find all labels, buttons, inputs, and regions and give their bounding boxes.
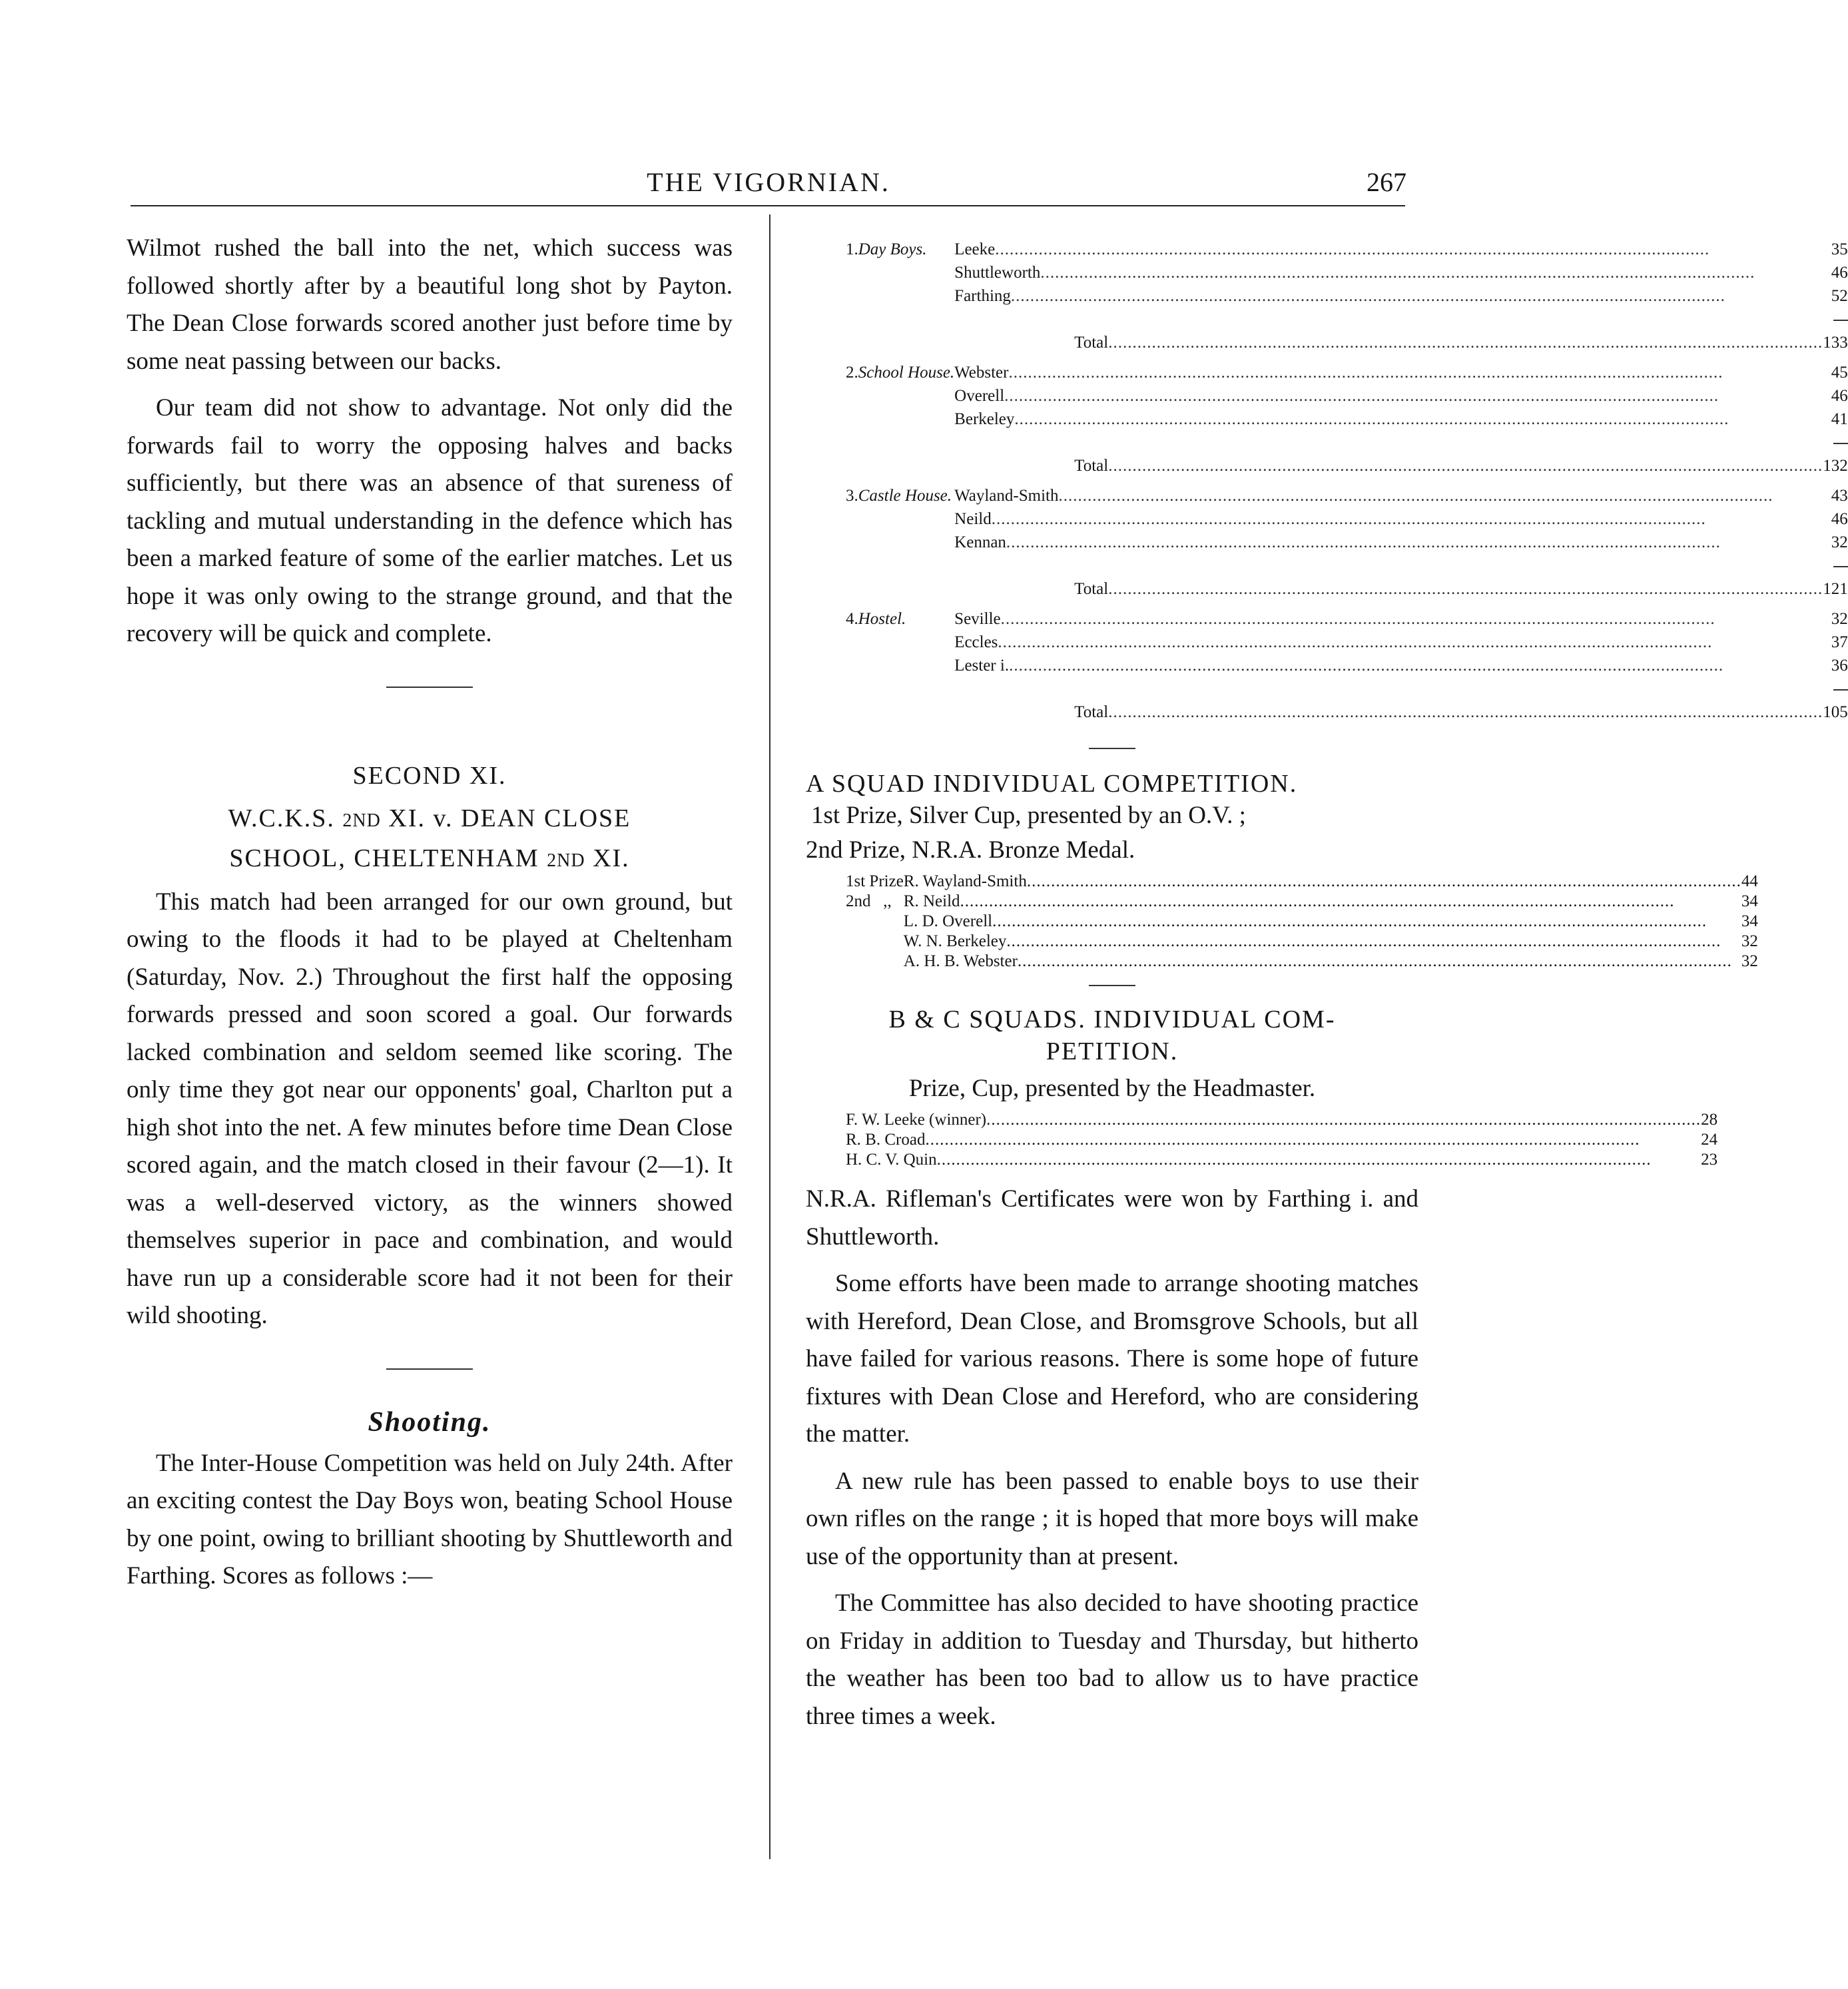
shooter [954, 261, 1823, 284]
column-divider [769, 214, 770, 1859]
shooter-name: Eccles [954, 633, 998, 651]
prize-row [846, 872, 1758, 892]
second-xi-heading: SECOND XI. [352, 761, 507, 790]
shooter [954, 284, 1823, 308]
prize-score: 23 [1701, 1151, 1718, 1169]
match-heading-part: 2ND [547, 850, 585, 871]
shooter-score: 32 [1831, 610, 1848, 628]
prize-tag [846, 932, 904, 952]
row-gap [846, 477, 1848, 484]
house-number [846, 507, 858, 531]
shooter [954, 531, 1823, 554]
prize-score: 32 [1741, 952, 1758, 970]
prize-score: 24 [1701, 1131, 1718, 1149]
scores-table [846, 238, 1848, 730]
score-row [846, 408, 1848, 431]
total-label: Total [1074, 457, 1109, 475]
house-name: School House. [858, 364, 955, 382]
shooting-heading: Shooting. [368, 1406, 491, 1438]
shooter-score: 46 [1831, 387, 1848, 405]
shooter [954, 384, 1823, 408]
bc-heading-line: B & C SQUADS. INDIVIDUAL COM- [888, 1005, 1336, 1033]
house-name [858, 531, 954, 554]
shooter-score: 46 [1831, 510, 1848, 528]
house-total: 105 [1823, 703, 1848, 721]
prize-tag: 2nd ,, [846, 892, 892, 910]
a-squad-prize-line: 2nd Prize, N.R.A. Bronze Medal. [806, 836, 1135, 864]
prize-winner [846, 1150, 1701, 1170]
house-number [846, 261, 858, 284]
shooter [954, 654, 1823, 677]
prize-row [846, 1110, 1717, 1130]
shooter-score: 43 [1831, 487, 1848, 505]
paragraph: N.R.A. Rifleman's Certificates were won by Farthing i. and Shuttleworth. [806, 1185, 1418, 1251]
a-squad-prize-line: 1st Prize, Silver Cup, presented by an O.V. ; [811, 802, 1246, 829]
score-row [846, 607, 1848, 631]
paragraph: This match had been arranged for our own ground, but owing to the floods it had to be played at Cheltenham (Saturday, Nov. 2.) Throughout the first half the opposing forwards pressed and soon scored a goal. Our forwards lacked combination and seldom seemed like scoring. The only time they got near our opponents' goal, Charlton put a high shot into the net. A few minutes before time Dean Close scored again, and the match closed in their favour (2—1). It was a well-deserved victory, as the winners showed themselves superior in pace and combination, and would have run up a considerable score had it not been for their wild shooting. [127, 888, 733, 1329]
prize-row [846, 1130, 1717, 1150]
prize-row [846, 892, 1758, 912]
left-column [127, 230, 733, 1595]
prize-score: 34 [1741, 892, 1758, 910]
prize-winner-name: R. Wayland-Smith [903, 872, 1027, 890]
paragraph: Wilmot rushed the ball into the net, which success was followed shortly after by a beautiful long shot by Payton. The Dean Close forwards scored another just before time by some neat passing between our backs. [127, 234, 733, 375]
house-number [846, 531, 858, 554]
prize-row [846, 1150, 1717, 1170]
a-squad-heading: A SQUAD INDIVIDUAL COMPETITION. [806, 770, 1298, 798]
prize-winner-name: F. W. Leeke (winner) [846, 1111, 987, 1129]
shooter-name: Berkeley [954, 410, 1015, 428]
match-heading [127, 800, 733, 880]
shooter-name: Leeke [954, 240, 996, 258]
shooter-score: 36 [1831, 657, 1848, 675]
page-header [131, 166, 1406, 206]
score-row [846, 654, 1848, 677]
sum-rule-row [846, 554, 1848, 577]
shooter-name: Kennan [954, 533, 1006, 551]
bc-squads-table [846, 1110, 1717, 1170]
paragraph: The Inter-House Competition was held on July 24th. After an exciting contest the Day Boys won, beating School House by one point, owing to brilliant shooting by Shuttleworth and Farthing. Scores as follows :— [127, 1449, 733, 1589]
score-row [846, 484, 1848, 507]
house-name: Hostel. [858, 610, 906, 628]
bc-prize-line: Prize, Cup, presented by the Headmaster. [908, 1075, 1316, 1102]
shooter-score: 37 [1831, 633, 1848, 651]
shooter-score: 45 [1831, 364, 1848, 382]
prize-winner-name: W. N. Berkeley [903, 932, 1007, 950]
shooter [954, 238, 1823, 261]
total-cell [954, 577, 1823, 601]
match-heading-part: XI. [593, 844, 630, 872]
shooter-name: Lester i. [954, 657, 1010, 675]
prize-row [846, 912, 1758, 932]
shooter-score: 46 [1831, 264, 1848, 282]
prize-winner-name: R. B. Croad [846, 1131, 926, 1149]
page-number: 267 [1367, 167, 1406, 197]
prize-score: 32 [1741, 932, 1758, 950]
shooter-name: Wayland-Smith [954, 487, 1059, 505]
total-cell [954, 331, 1823, 354]
score-row [846, 284, 1848, 308]
sum-rule-row [846, 308, 1848, 331]
sum-rule [1833, 443, 1848, 444]
bc-squads-heading [806, 1003, 1418, 1067]
paragraph: Our team did not show to advantage. Not only did the forwards fail to worry the opposing halves and backs sufficiently, but there was an absence of that sureness of tackling and mutual understanding in the defence which has been a marked feature of some of the earlier matches. Let us hope it was only owing to the strange ground, and that the recovery will be quick and complete. [127, 394, 733, 647]
paragraph: The Committee has also decided to have shooting practice on Friday in addition to Tuesday and Thursday, but hitherto the weather has been too bad to allow us to have practice three times a week. [806, 1589, 1418, 1730]
sum-rule [1833, 320, 1848, 321]
shooter-name: Shuttleworth [954, 264, 1041, 282]
prize-winner [904, 932, 1741, 952]
total-row [846, 331, 1848, 354]
prize-tag [846, 952, 904, 972]
total-label: Total [1074, 703, 1109, 721]
house-name [858, 408, 954, 431]
prize-winner-name: L. D. Overell [903, 912, 993, 930]
house-name: Castle House. [858, 487, 952, 505]
a-squad-table [846, 872, 1758, 972]
total-cell [954, 701, 1823, 724]
paragraph: Some efforts have been made to arrange shooting matches with Hereford, Dean Close, and Bromsgrove Schools, but all have failed for various reasons. There is some hope of future fixtures with Dean Close and Hereford, who are considering the matter. [806, 1270, 1418, 1448]
shooter-score: 35 [1831, 240, 1848, 258]
house-number [846, 384, 858, 408]
prize-winner [846, 1110, 1701, 1130]
house-name [858, 384, 954, 408]
shooter [954, 484, 1823, 507]
journal-title: THE VIGORNIAN. [647, 167, 890, 197]
house-name [858, 631, 954, 654]
sum-rule [1833, 689, 1848, 691]
house-name [858, 507, 954, 531]
shooter [954, 607, 1823, 631]
house-name [858, 284, 954, 308]
paragraph: A new rule has been passed to enable boys to use their own rifles on the range ; it is hoped that more boys will make use of the opportunity than at present. [806, 1467, 1418, 1570]
house-number: 2. [846, 364, 858, 382]
prize-winner [846, 1130, 1701, 1150]
house-name: Day Boys. [858, 240, 927, 258]
prize-score: 34 [1741, 912, 1758, 930]
prize-score: 44 [1741, 872, 1758, 890]
row-gap [846, 601, 1848, 607]
house-number [846, 408, 858, 431]
total-row [846, 701, 1848, 724]
sum-rule [1833, 566, 1848, 567]
a-squad-results [806, 872, 1758, 972]
score-row [846, 361, 1848, 384]
prize-row [846, 952, 1758, 972]
total-label: Total [1074, 334, 1109, 352]
match-heading-part: 2ND [342, 810, 381, 831]
prize-winner-name: H. C. V. Quin [846, 1151, 937, 1169]
shooter-name: Overell [954, 387, 1005, 405]
house-total: 133 [1823, 334, 1848, 352]
inter-house-scores [806, 238, 1848, 730]
score-row [846, 384, 1848, 408]
bc-squads-results [806, 1110, 1718, 1170]
house-number [846, 654, 858, 677]
sum-rule-row [846, 431, 1848, 454]
bc-heading-line: PETITION. [1046, 1037, 1179, 1065]
score-row [846, 261, 1848, 284]
shooter-score: 41 [1831, 410, 1848, 428]
shooter [954, 361, 1823, 384]
prize-tag: 1st Prize [846, 872, 904, 890]
shooter-score: 32 [1831, 533, 1848, 551]
shooter-name: Neild [954, 510, 992, 528]
total-label: Total [1074, 580, 1109, 598]
shooter-name: Farthing [954, 287, 1011, 305]
prize-score: 28 [1701, 1111, 1718, 1129]
match-heading-part: W.C.K.S. [228, 804, 335, 832]
prize-tag [846, 912, 904, 932]
shooter-name: Webster [954, 364, 1009, 382]
right-column [806, 230, 1848, 1735]
house-total: 121 [1823, 580, 1848, 598]
row-gap [846, 354, 1848, 361]
sum-rule-row [846, 677, 1848, 701]
total-row [846, 454, 1848, 477]
total-row [846, 577, 1848, 601]
prize-row [846, 932, 1758, 952]
prize-winner [904, 892, 1741, 912]
house-number [846, 284, 858, 308]
house-total: 132 [1823, 457, 1848, 475]
header-rule [131, 205, 1405, 206]
house-number [846, 631, 858, 654]
shooter-name: Seville [954, 610, 1001, 628]
row-gap [846, 724, 1848, 730]
shooter [954, 507, 1823, 531]
shooter-score: 52 [1831, 287, 1848, 305]
prize-winner-name: R. Neild [903, 892, 960, 910]
prize-winner [904, 952, 1741, 972]
match-heading-part: XI. v. DEAN CLOSE [388, 804, 631, 832]
match-heading-part: SCHOOL, CHELTENHAM [229, 844, 539, 872]
house-number: 1. [846, 240, 858, 258]
house-number: 4. [846, 610, 858, 628]
prize-winner-name: A. H. B. Webster [903, 952, 1018, 970]
house-number: 3. [846, 487, 858, 505]
house-name [858, 261, 954, 284]
score-row [846, 238, 1848, 261]
shooter [954, 631, 1823, 654]
total-cell [954, 454, 1823, 477]
score-row [846, 631, 1848, 654]
shooter [954, 408, 1823, 431]
house-name [858, 654, 954, 677]
score-row [846, 507, 1848, 531]
prize-winner [904, 872, 1741, 892]
score-row [846, 531, 1848, 554]
prize-winner [904, 912, 1741, 932]
